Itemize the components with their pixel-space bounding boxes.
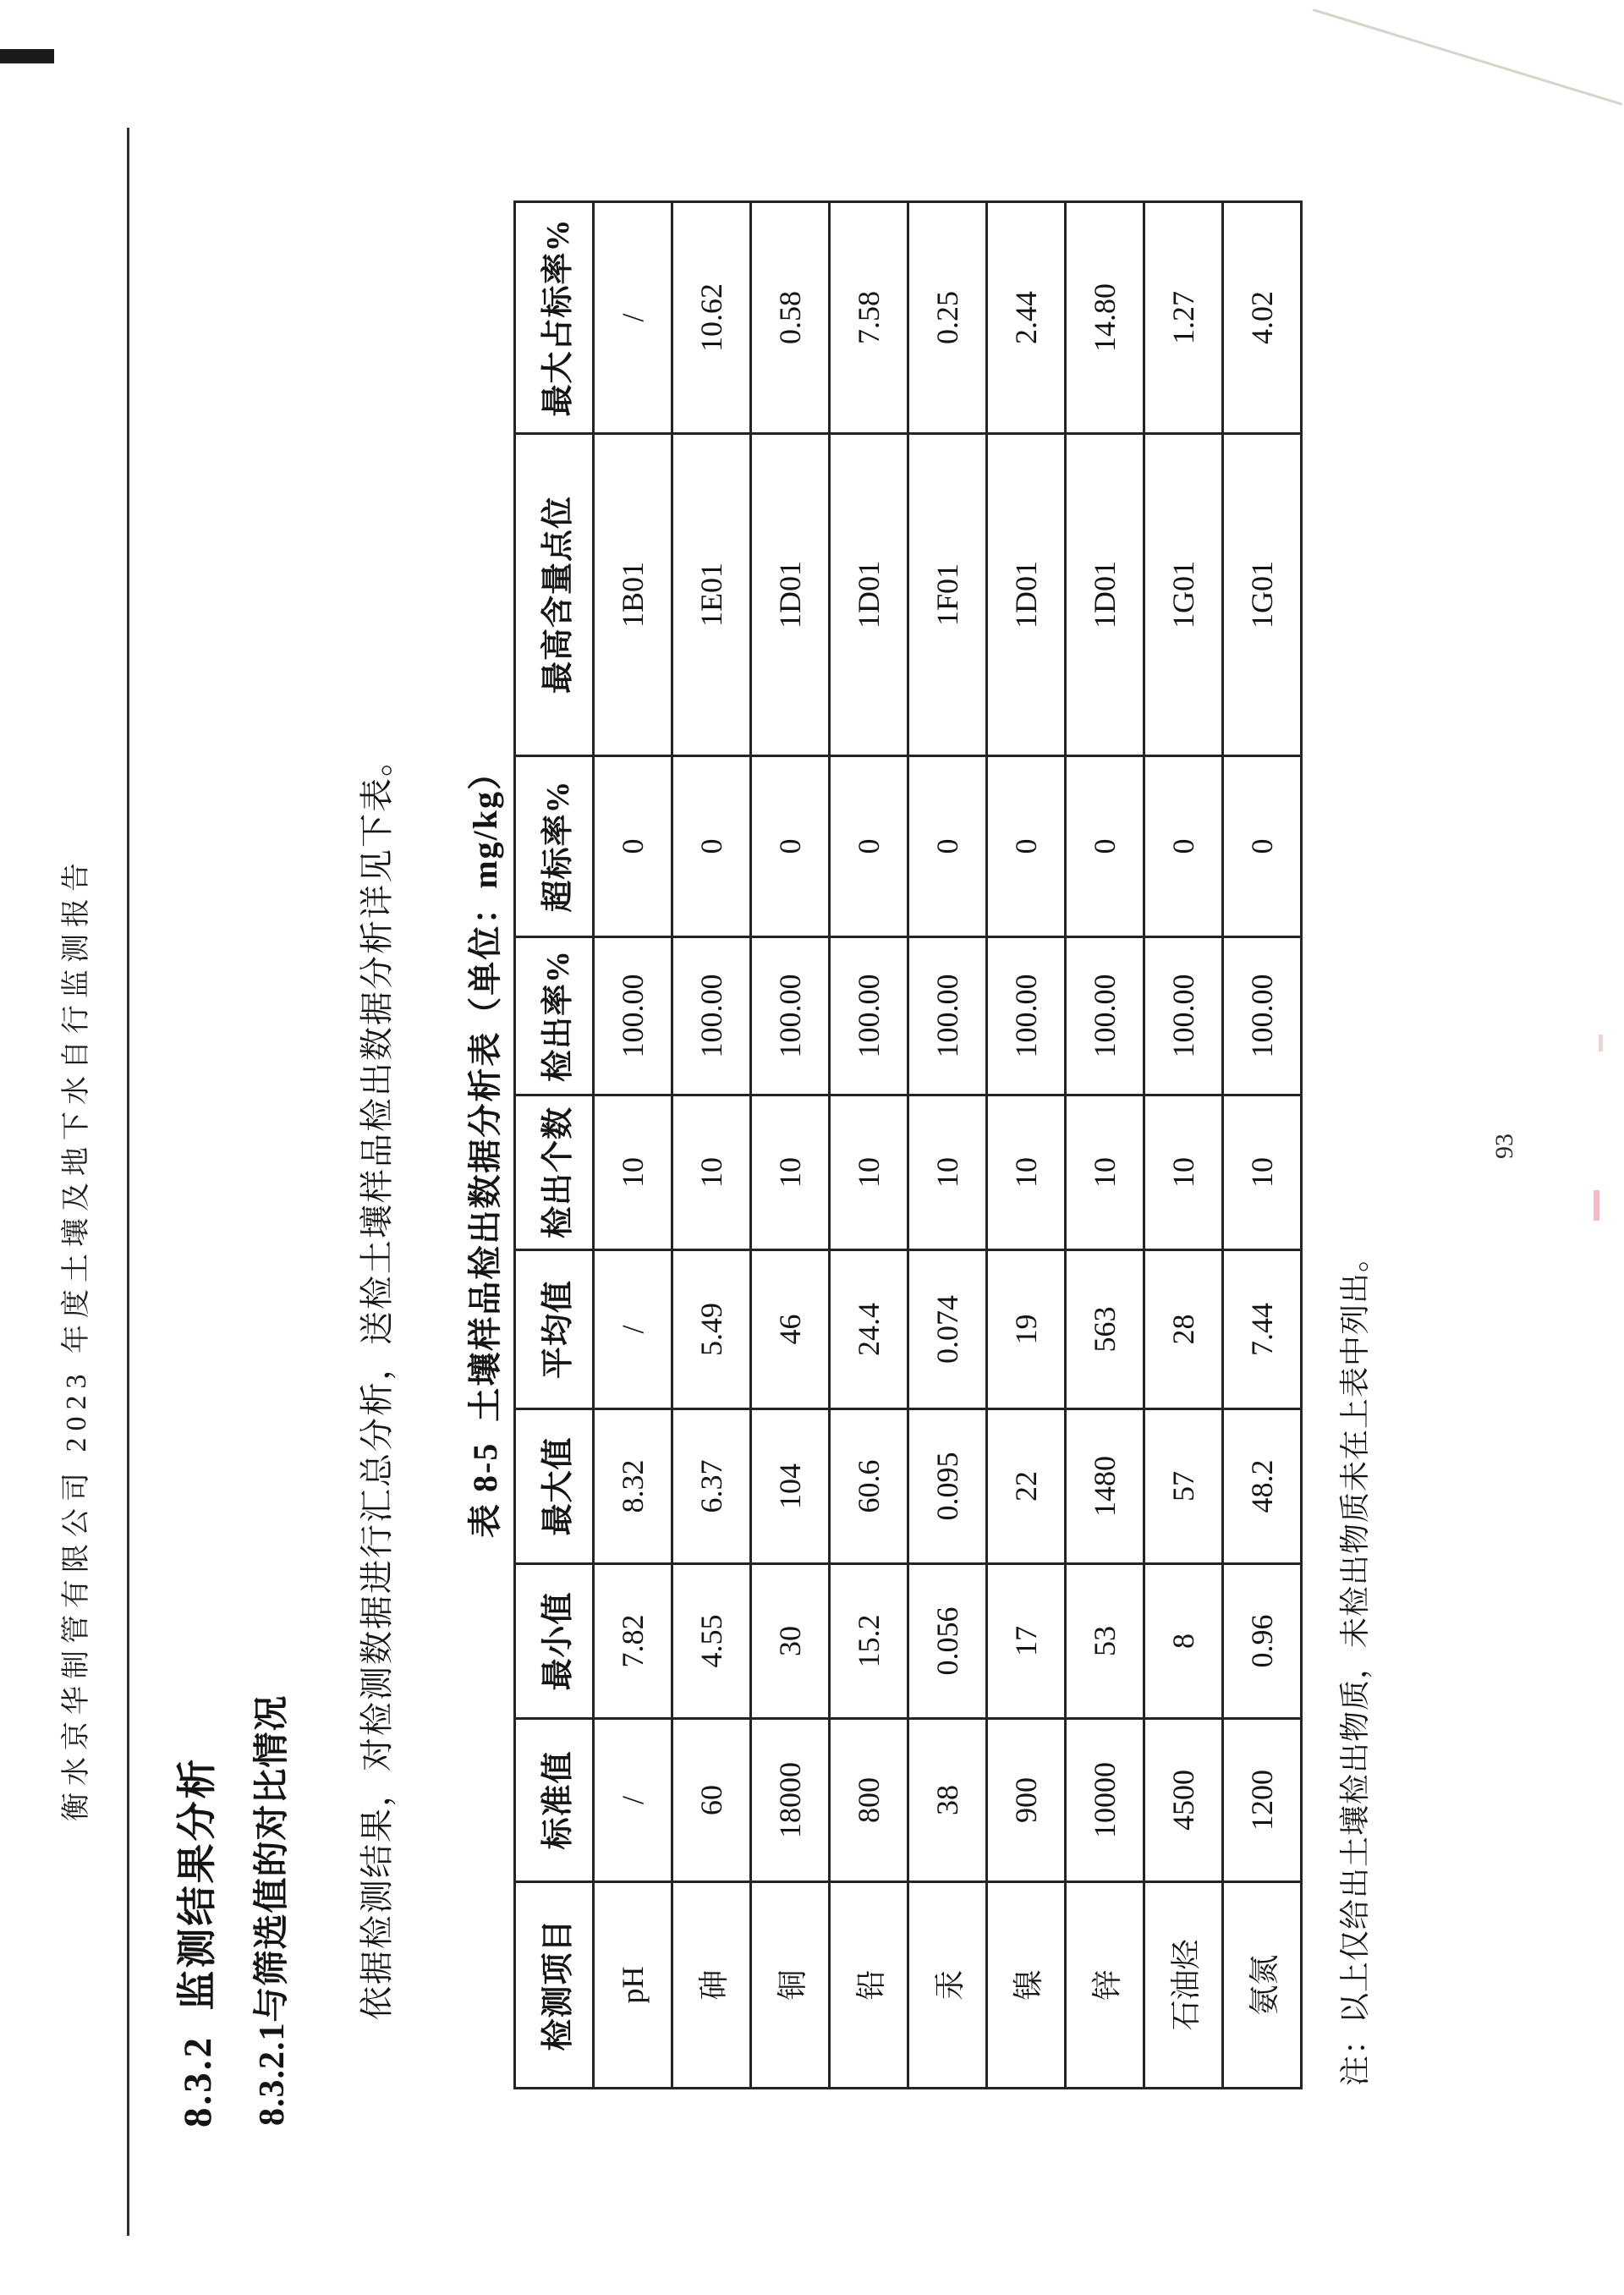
table-cell: 38 [908,1719,987,1882]
table-cell: 100.00 [1223,937,1302,1095]
table-row [751,202,830,2089]
table-cell: 0.96 [1223,1564,1302,1719]
data-table [513,200,1303,2089]
table-cell: 7.44 [1223,1250,1302,1409]
table-row [1223,202,1302,2089]
table-header-row [515,202,594,2089]
table-note: 注：以上仅给出土壤检出物质，未检出物质未在上表中列出。 [1338,1240,1372,2086]
table-cell: 1D01 [751,434,830,756]
table-cell: 800 [830,1719,908,1882]
table-cell: 0 [594,756,672,937]
table-cell: 100.00 [672,937,751,1095]
table-header-cell: 最大值 [515,1409,594,1564]
table-header-cell: 标准值 [515,1719,594,1882]
table-cell: 14.80 [1066,202,1144,434]
table-cell: 1D01 [1066,434,1144,756]
table-header-cell: 平均值 [515,1250,594,1409]
table-cell: 0 [1223,756,1302,937]
scan-artifact-corner-dash [0,49,54,63]
table-cell: 10 [594,1095,672,1250]
table-cell: 10 [672,1095,751,1250]
table-cell: 0.58 [751,202,830,434]
table-cell: 100.00 [1066,937,1144,1095]
table-cell: 100.00 [1144,937,1223,1095]
table-cell: 10 [830,1095,908,1250]
row-parameter-cell: 锌 [1066,1882,1144,2089]
table-cell: 100.00 [987,937,1066,1095]
document-header: 衡水京华制管有限公司 2023 年度土壤及地下水自行监测报告 [61,856,92,1821]
table-header-cell: 检测项目 [515,1882,594,2089]
section-heading: 8.3.2 监测结果分析 [176,1756,220,2128]
table-cell: 5.49 [672,1250,751,1409]
scan-artifact-pink-mark [1599,1035,1603,1051]
table-cell: 0.074 [908,1250,987,1409]
table-row [908,202,987,2089]
table-cell: 1D01 [987,434,1066,756]
body-paragraph: 依据检测结果，对检测数据进行汇总分析，送检土壤样品检出数据分析详见下表。 [358,741,396,2020]
table-cell: 100.00 [908,937,987,1095]
table-cell: 48.2 [1223,1409,1302,1564]
table-cell: 10 [1066,1095,1144,1250]
table-cell: 7.82 [594,1564,672,1719]
table-cell: 4.02 [1223,202,1302,434]
table-cell: 24.4 [830,1250,908,1409]
table-cell: 1E01 [672,434,751,756]
table-header-cell: 最大占标率% [515,202,594,434]
table-cell: / [594,1719,672,1882]
table-cell: 22 [987,1409,1066,1564]
page-number: 93 [1490,1134,1518,1159]
table-cell: 0 [1066,756,1144,937]
table-row [830,202,908,2089]
table-cell: 28 [1144,1250,1223,1409]
table-cell: 1F01 [908,434,987,756]
row-parameter-cell: 铅 [830,1882,908,2089]
table-cell: 10000 [1066,1719,1144,1882]
table-cell: 0.056 [908,1564,987,1719]
table-row [987,202,1066,2089]
table-cell: 57 [1144,1409,1223,1564]
table-cell: 100.00 [594,937,672,1095]
table-title: 表 8-5 土壤样品检出数据分析表（单位：mg/kg） [466,755,504,1538]
table-cell: 60 [672,1719,751,1882]
table-cell: / [594,1250,672,1409]
table-header-cell: 检出个数 [515,1095,594,1250]
row-parameter-cell: 镍 [987,1882,1066,2089]
table-cell: 2.44 [987,202,1066,434]
scan-artifact-pink-mark [1594,1190,1599,1221]
table-cell: 1D01 [830,434,908,756]
subsection-heading: 8.3.2.1与筛选值的对比情况 [253,1694,292,2126]
table-cell: 53 [1066,1564,1144,1719]
table-cell: 10 [1144,1095,1223,1250]
table-cell: 7.58 [830,202,908,434]
table-cell: 4.55 [672,1564,751,1719]
table-cell: 0 [672,756,751,937]
scan-artifact-page-edge-curve [1313,8,1622,106]
row-parameter-cell: 汞 [908,1882,987,2089]
table-cell: 10 [987,1095,1066,1250]
table-cell: 0.095 [908,1409,987,1564]
table-cell: 30 [751,1564,830,1719]
table-cell: 0 [908,756,987,937]
header-rule [127,128,129,2236]
table-header-cell: 最小值 [515,1564,594,1719]
table-header-cell: 检出率% [515,937,594,1095]
table-cell: 60.6 [830,1409,908,1564]
row-parameter-cell: pH [594,1882,672,2089]
table-row [672,202,751,2089]
table-cell: 0 [830,756,908,937]
table-cell: 0 [751,756,830,937]
table-row [594,202,672,2089]
table-cell: 46 [751,1250,830,1409]
row-parameter-cell: 石油烃 [1144,1882,1223,2089]
table-cell: / [594,202,672,434]
table-cell: 8 [1144,1564,1223,1719]
row-parameter-cell: 砷 [672,1882,751,2089]
table-header-cell: 超标率% [515,756,594,937]
table-cell: 1G01 [1144,434,1223,756]
table-cell: 100.00 [830,937,908,1095]
row-parameter-cell: 铜 [751,1882,830,2089]
table-cell: 17 [987,1564,1066,1719]
table-cell: 0 [987,756,1066,937]
table-cell: 100.00 [751,937,830,1095]
table-cell: 10 [751,1095,830,1250]
table-cell: 18000 [751,1719,830,1882]
table-cell: 1B01 [594,434,672,756]
table-cell: 563 [1066,1250,1144,1409]
table-cell: 10 [908,1095,987,1250]
table-cell: 0.25 [908,202,987,434]
table-cell: 0 [1144,756,1223,937]
table-cell: 1.27 [1144,202,1223,434]
table-cell: 4500 [1144,1719,1223,1882]
table-row [1066,202,1144,2089]
table-cell: 1200 [1223,1719,1302,1882]
table-cell: 10 [1223,1095,1302,1250]
row-parameter-cell: 氨氮 [1223,1882,1302,2089]
table-header-cell: 最高含量点位 [515,434,594,756]
table-cell: 1G01 [1223,434,1302,756]
table-cell: 6.37 [672,1409,751,1564]
table-cell: 8.32 [594,1409,672,1564]
table-cell: 900 [987,1719,1066,1882]
table-cell: 1480 [1066,1409,1144,1564]
table-cell: 19 [987,1250,1066,1409]
table-cell: 15.2 [830,1564,908,1719]
table-cell: 10.62 [672,202,751,434]
table-cell: 104 [751,1409,830,1564]
table-body [594,202,1302,2089]
table-head [515,202,594,2089]
table-row [1144,202,1223,2089]
